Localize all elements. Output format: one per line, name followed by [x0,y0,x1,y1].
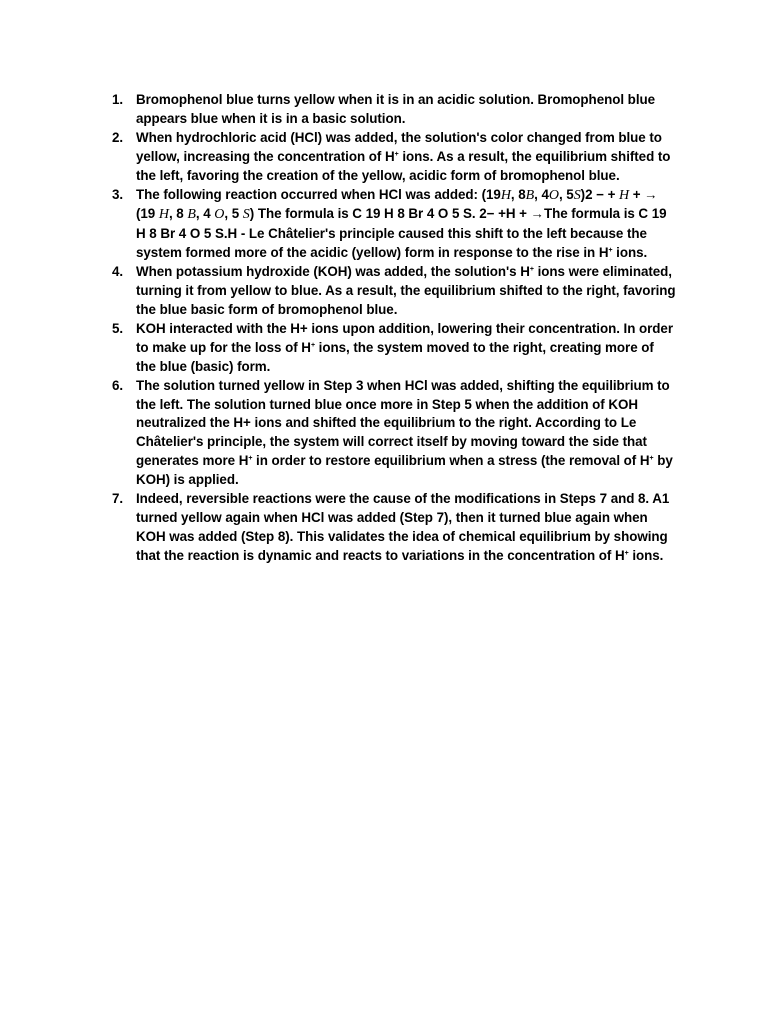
superscript-plus: + [624,549,629,557]
italic-symbol: O [214,207,225,223]
superscript-plus: + [394,150,399,158]
italic-symbol: O [548,187,559,203]
text-segment: ions. [628,547,664,563]
text-segment: ions were eliminated, turning it from yellow to blue. As a result, the equilibrium shifted to the right, favoring the blue basic form of bromophenol blue. [136,264,676,317]
list-item-text [136,377,676,490]
text-segment: , 8 [510,186,526,202]
list-item-text [136,263,676,320]
list-item [108,129,676,186]
numbered-list [108,91,676,566]
italic-symbol: H [158,207,169,223]
text-segment: The solution turned yellow in Step 3 when HCl was added, shifting the equilibrium to the left. The solution turned blue once more in Step 5 when the addition of KOH neutralized the H+ ions and shifted the equilibrium to the right. According to Le Châtelier's principle, the system will correct itself by moving toward the side that generates more H [136,377,670,469]
list-item-text [136,129,676,186]
list-item-number: 1. [112,92,124,107]
text-segment: , 5 [558,186,574,202]
list-item [108,490,676,566]
italic-symbol: B [525,187,535,203]
text-segment: , 4 [534,186,549,202]
text-segment: , 5 [224,206,243,222]
list-item-text [136,91,676,129]
text-segment: in order to restore equilibrium when a stress (the removal of H [252,453,650,469]
list-item-text [136,320,676,377]
superscript-plus: + [248,455,253,463]
list-item-number: 5. [112,320,124,336]
text-segment: + → (19 [136,186,658,222]
italic-symbol: H [619,187,630,203]
superscript-plus: + [649,455,654,463]
list-item-number: 2. [112,129,124,145]
text-segment: ions. As a result, the equilibrium shifted to the left, favoring the creation of the yellow, acidic form of bromophenol blue. [136,148,671,183]
text-segment: ions. [612,245,648,261]
superscript-plus: + [310,341,315,349]
list-item-number: 3. [112,186,124,202]
text-segment: ions, the system moved to the right, creating more of the blue (basic) form. [136,339,654,374]
text-segment: When potassium hydroxide (KOH) was added, the solution's H [136,264,530,280]
superscript-plus: + [608,247,613,255]
text-segment: , 8 [168,206,188,222]
list-item-text [136,186,676,264]
italic-symbol: S [573,187,581,203]
list-item-number: 4. [112,264,124,280]
list-item [108,186,676,264]
list-item [108,91,676,129]
text-segment: When hydrochloric acid (HCl) was added, the solution's color changed from blue to yellow, increasing the concentration of H [136,129,662,164]
list-item-number: 6. [112,377,124,393]
italic-symbol: H [500,187,511,203]
list-item-text [136,490,676,566]
list-item [108,320,676,377]
text-segment: )2 − + [580,186,620,202]
text-segment: Indeed, reversible reactions were the cause of the modifications in Steps 7 and 8. A1 turned yellow again when HCl was added (Step 7), then it turned blue again when KOH was added (Step 8). This validates the idea of chemical equilibrium by showing that the reaction is dynamic and reacts to variations in the concentration of H [136,491,670,563]
list-item [108,377,676,490]
list-item [108,263,676,320]
italic-symbol: B [187,207,196,223]
italic-symbol: S [242,207,250,223]
text-segment: by KOH) is applied. [136,453,673,488]
text-segment: The following reaction occurred when HCl was added: (19 [136,186,501,202]
text-segment: Bromophenol blue turns yellow when it is in an acidic solution. Bromophenol blue appears blue when it is in a basic solution. [136,92,656,126]
list-item-number: 7. [112,491,124,507]
text-segment: , 4 [195,206,215,222]
text-segment: KOH interacted with the H+ ions upon addition, lowering their concentration. In order to make up for the loss of H [136,320,673,355]
superscript-plus: + [529,266,534,274]
text-segment: ) The formula is C 19 H 8 Br 4 O 5 S. 2− +H + →The formula is C 19 H 8 Br 4 O 5 S.H - Le Châtelier's principle caused this shift to the left because the system formed more of the acidic (yellow) form in response to the rise in H [136,206,667,261]
